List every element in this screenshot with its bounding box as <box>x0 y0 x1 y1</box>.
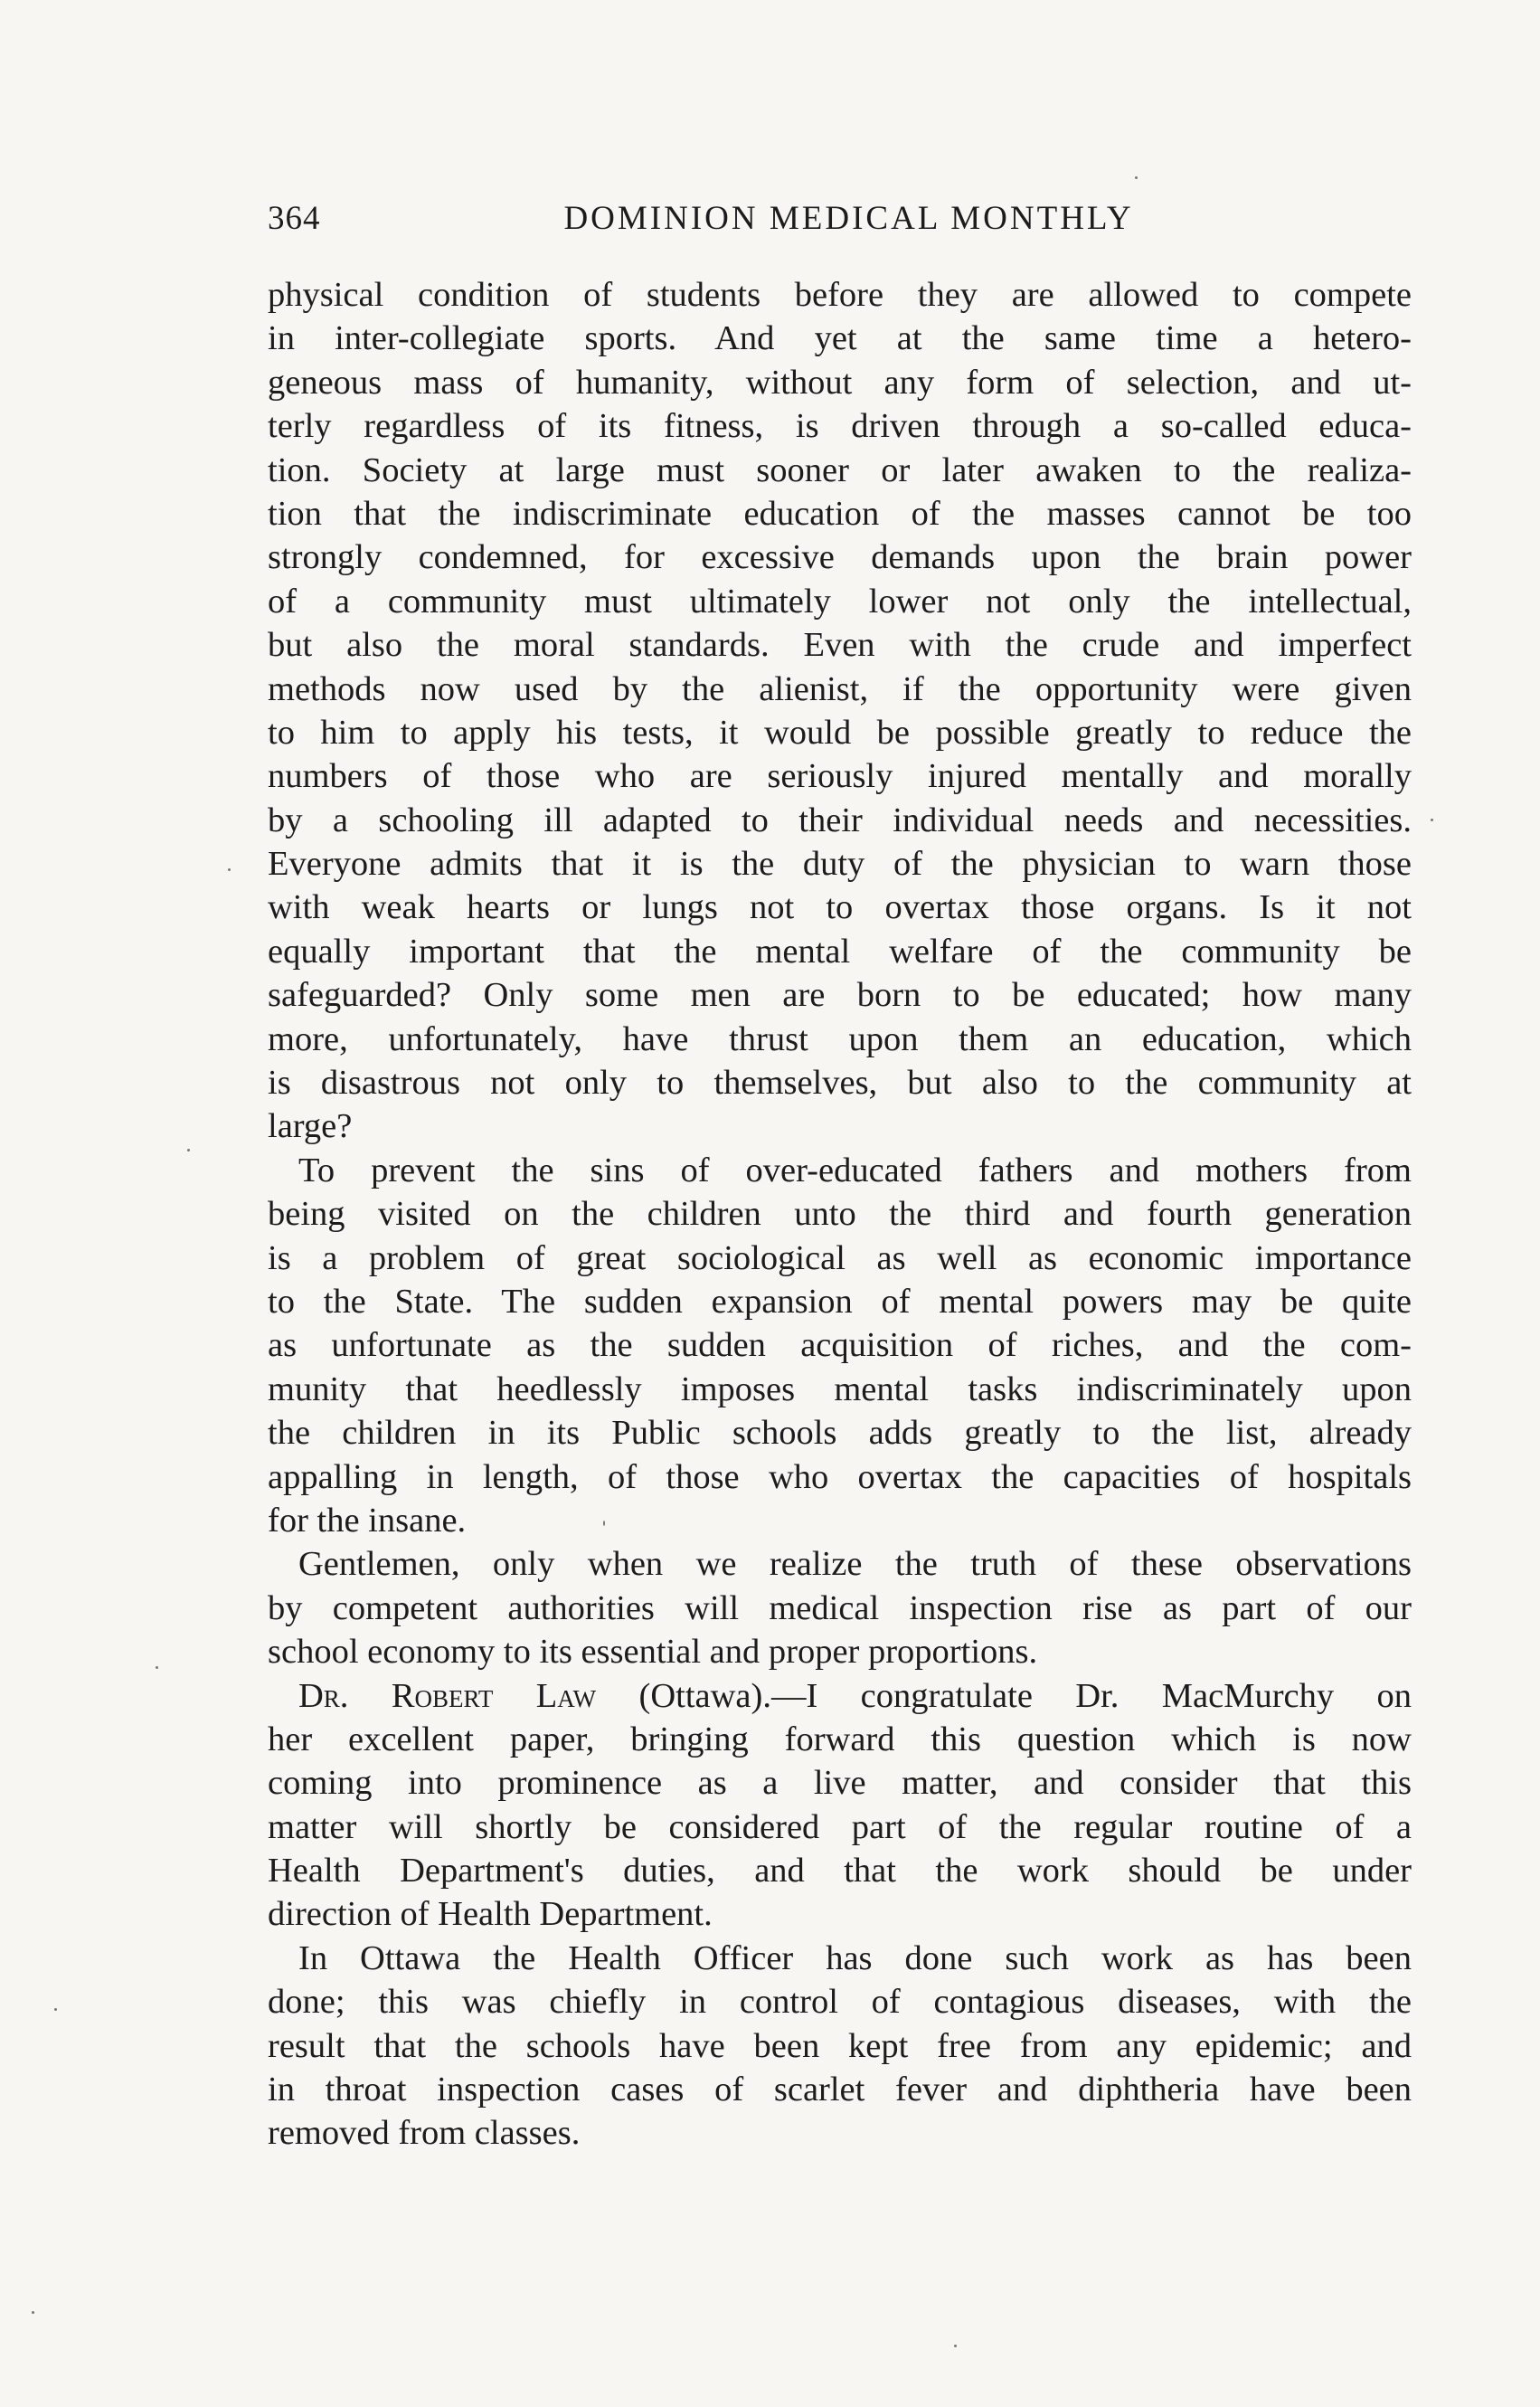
text-line: is disastrous not only to themselves, but also to the community at <box>268 1064 1412 1103</box>
page-header <box>268 199 1412 253</box>
text-line: as unfortunate as the sudden acquisition of riches, and the com- <box>268 1326 1412 1365</box>
text-line: for the insane. <box>268 1501 467 1540</box>
scan-speck <box>187 1149 190 1151</box>
text-line: Everyone admits that it is the duty of the physician to warn those <box>268 845 1412 884</box>
speaker-remark: (Ottawa).—I congratulate Dr. MacMurchy on <box>596 1676 1412 1715</box>
text-line: direction of Health Department. <box>268 1895 713 1934</box>
text-line: by competent authorities will medical inspection rise as part of our <box>268 1588 1412 1627</box>
page-number: 364 <box>268 200 321 237</box>
scan-speck <box>228 868 231 871</box>
text-line: physical condition of students before they are allowed to compete <box>268 276 1412 314</box>
text-line: large? <box>268 1107 353 1146</box>
text-line: munity that heedlessly imposes mental tasks indiscriminately upon <box>268 1369 1412 1408</box>
text-line: the children in its Public schools adds greatly to the list, already <box>268 1414 1412 1453</box>
text-line: school economy to its essential and proper proportions. <box>268 1633 1038 1672</box>
paragraph <box>268 1542 1412 1673</box>
scan-speck <box>1135 176 1138 179</box>
text-line: appalling in length, of those who overtax the capacities of hospitals <box>268 1457 1412 1496</box>
scan-speck <box>1431 819 1433 821</box>
text-line: by a schooling ill adapted to their individual needs and necessities. <box>268 801 1412 839</box>
text-line: Health Department's duties, and that the work should be under <box>268 1852 1412 1891</box>
scan-speck <box>32 2311 34 2314</box>
text-line: result that the schools have been kept free from any epidemic; and <box>268 2026 1412 2065</box>
text-line: Gentlemen, only when we realize the truth of these observations <box>298 1545 1412 1584</box>
scan-speck <box>54 2008 57 2011</box>
text-line: but also the moral standards. Even with the crude and imperfect <box>268 626 1412 665</box>
paragraph <box>268 1674 1412 1937</box>
text-line: done; this was chiefly in control of contagious diseases, with the <box>268 1983 1412 2022</box>
scan-speck <box>954 2345 957 2347</box>
text-line: being visited on the children unto the third and fourth generation <box>268 1195 1412 1234</box>
text-line: tion. Society at large must sooner or later awaken to the realiza- <box>268 450 1412 489</box>
text-line: methods now used by the alienist, if the opportunity were given <box>268 669 1412 708</box>
paragraph <box>268 1937 1412 2156</box>
text-line: tion that the indiscriminate education of the masses cannot be too <box>268 494 1412 533</box>
text-line: In Ottawa the Health Officer has done such work as has been <box>298 1938 1412 1977</box>
text-line: of a community must ultimately lower not only the intellectual, <box>268 582 1412 621</box>
text-line: geneous mass of humanity, without any form of selection, and ut- <box>268 363 1412 402</box>
text-line: safeguarded? Only some men are born to be educated; how many <box>268 976 1412 1015</box>
scan-speck <box>156 1666 158 1669</box>
text-line: matter will shortly be considered part of the regular routine of a <box>268 1807 1412 1846</box>
body-text <box>268 273 1412 2156</box>
paragraph <box>268 273 1412 1149</box>
text-line <box>268 1674 1412 1718</box>
text-line: equally important that the mental welfare of the community be <box>268 932 1412 971</box>
running-title: DOMINION MEDICAL MONTHLY <box>563 200 1134 237</box>
text-line: with weak hearts or lungs not to overtax those organs. Is it not <box>268 888 1412 927</box>
text-line: terly regardless of its fitness, is driven through a so-called educa- <box>268 407 1412 446</box>
text-line: removed from classes. <box>268 2114 581 2153</box>
text-line: her excellent paper, bringing forward this question which is now <box>268 1720 1412 1758</box>
text-line: in throat inspection cases of scarlet fever and diphtheria have been <box>268 2071 1412 2109</box>
text-line: strongly condemned, for excessive demands upon the brain power <box>268 538 1412 577</box>
text-line: numbers of those who are seriously injured mentally and morally <box>268 757 1412 796</box>
text-line: To prevent the sins of over-educated fathers and mothers from <box>298 1151 1412 1189</box>
text-line: more, unfortunately, have thrust upon them an education, which <box>268 1019 1412 1058</box>
text-line: to the State. The sudden expansion of mental powers may be quite <box>268 1282 1412 1321</box>
text-line: to him to apply his tests, it would be possible greatly to reduce the <box>268 713 1412 752</box>
paragraph <box>268 1149 1412 1543</box>
speaker-name: Dr. Robert Law <box>298 1676 597 1715</box>
text-line: in inter-collegiate sports. And yet at the same time a hetero- <box>268 319 1412 358</box>
scan-speck <box>603 1521 605 1526</box>
text-line: coming into prominence as a live matter, and consider that this <box>268 1764 1412 1803</box>
text-line: is a problem of great sociological as well as economic importance <box>268 1238 1412 1277</box>
